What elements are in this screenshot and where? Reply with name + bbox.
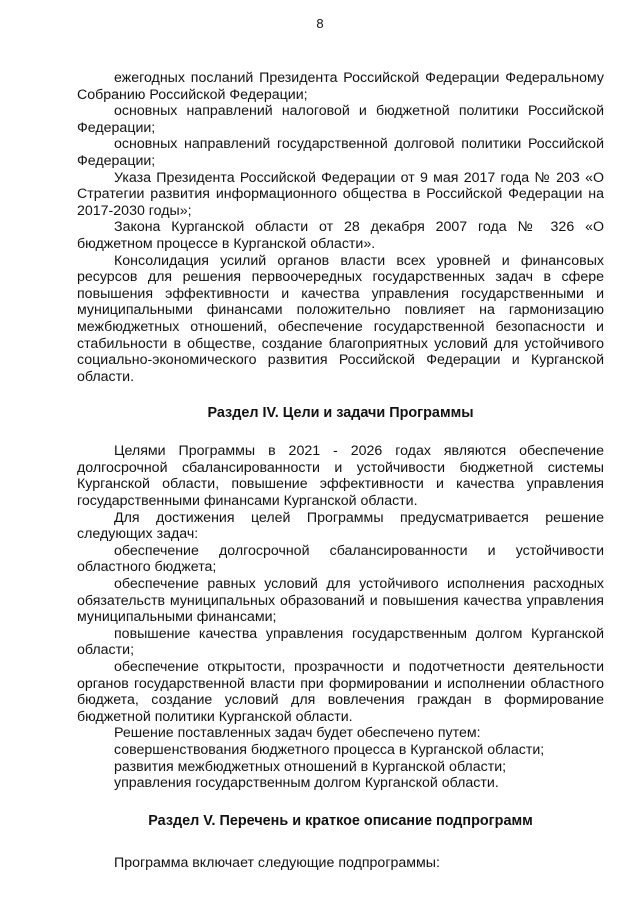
- list-item: обеспечение открытости, прозрачности и подотчетности деятельности органов государственной власти при формировании и исполнении областного бюджета, создание условий для вовлечения граждан в формирование бюджетной политики Курганской области.: [77, 659, 604, 725]
- list-item: обеспечение равных условий для устойчивого исполнения расходных обязательств муниципальных образований и повышения качества управления муниципальными финансами;: [77, 576, 604, 626]
- list-item: обеспечение долгосрочной сбалансированности и устойчивости областного бюджета;: [77, 542, 604, 576]
- paragraph: Указа Президента Российской Федерации от 9 мая 2017 года № 203 «О Стратегии развития информационного общества в Российской Федерации на 2017-2030 годы»;: [77, 169, 604, 219]
- section-heading: Раздел V. Перечень и краткое описание подпрограмм: [148, 812, 533, 829]
- paragraph: основных направлений государственной долговой политики Российской Федерации;: [77, 136, 604, 169]
- paragraph: Для достижения целей Программы предусматривается решение следующих задач:: [77, 509, 604, 543]
- list-item: совершенствования бюджетного процесса в Курганской области;: [114, 741, 545, 758]
- paragraph: Консолидация усилий органов власти всех уровней и финансовых ресурсов для решения первоочередных государственных задач в сфере повышения эффективности и качества управления государственными и муниципальными финансами положительно повлияет на гармонизацию межбюджетных отношений, обеспечение государственной безопасности и стабильности в обществе, создание благоприятных условий для устойчивого социально-экономического развития Российской Федерации и Курганской области.: [77, 252, 604, 385]
- list-item: развития межбюджетных отношений в Курганской области;: [114, 758, 507, 775]
- paragraph: ежегодных посланий Президента Российской Федерации Федеральному Собранию Российской Федерации;: [77, 70, 604, 103]
- paragraph: основных направлений налоговой и бюджетной политики Российской Федерации;: [77, 103, 604, 136]
- paragraph: Целями Программы в 2021 - 2026 годах являются обеспечение долгосрочной сбалансированности и устойчивости бюджетной системы Курганской области, повышение эффективности и качества управления государственными финансами Курганской области.: [77, 443, 604, 510]
- paragraph: Программа включает следующие подпрограммы:: [114, 854, 440, 871]
- paragraph: Решение поставленных задач будет обеспечено путем:: [114, 725, 481, 742]
- page-number: 8: [316, 16, 324, 31]
- list-item: повышение качества управления государственным долгом Курганской области;: [77, 625, 604, 659]
- document-body: [77, 70, 604, 871]
- list-item: управления государственным долгом Курганской области.: [114, 775, 499, 792]
- section-heading: Раздел IV. Цели и задачи Программы: [207, 405, 474, 422]
- paragraph: Закона Курганской области от 28 декабря 2007 года № 326 «О бюджетном процессе в Курганской области».: [77, 219, 604, 252]
